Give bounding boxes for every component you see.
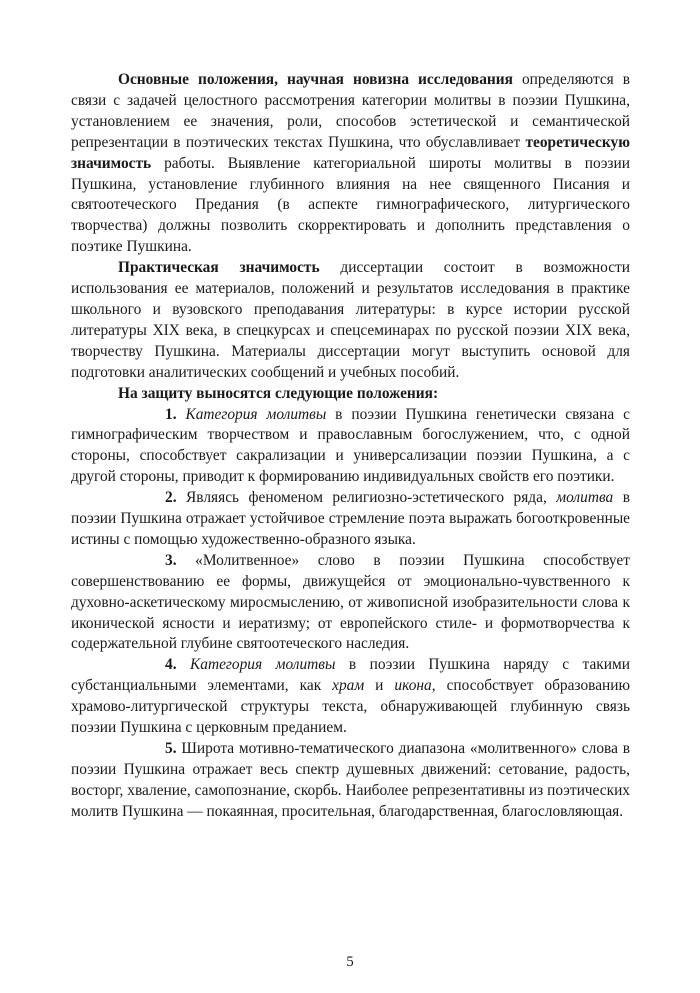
italic-term: Категория молитвы [190, 656, 336, 674]
thesis-number: 5. [165, 740, 177, 757]
italic-term: молитва [556, 489, 614, 507]
text-span: в поэзии Пушкина генетически связана с гимнографическим творчеством и православным богослужением, что, с одной стороны, способствует сакрализации и универсализации поэзии Пушкина, а с другой стороны, приводит к формированию индивидуальных свойств его поэтики. [71, 405, 630, 486]
italic-term: храм [332, 677, 365, 695]
text-span: работы. Выявление категориальной широты молитвы в поэзии Пушкина, установление глубинного влияния на нее священного Писания и святоотеческого Предания (в аспекте гимнографического, литургического творчества) должны позволить скорректировать и дополнить представления о поэтике Пушкина. [71, 154, 630, 256]
thesis-item-2 [71, 488, 630, 551]
body-text [71, 70, 630, 823]
paragraph-practical [71, 258, 630, 383]
text-span: диссертации состоит в возможности использования ее материалов, положений и результатов исследования в практике школьного и вузовского преподавания литературы: в курсе истории русской литературы XIX века, в спецкурсах и спецсеминарах по русской поэзии XIX века, творчеству Пушкина. Материалы диссертации могут выступить основой для подготовки аналитических сообщений и учебных пособий. [71, 259, 630, 381]
bold-lead-practical: Практическая значимость [118, 259, 320, 277]
italic-term: икона [394, 677, 432, 695]
thesis-item-1 [71, 405, 630, 489]
text-span: и [364, 677, 395, 695]
bold-lead-novelty: Основные положения, научная новизна исследования [118, 71, 513, 88]
paragraph-novelty [71, 70, 630, 258]
text-span: определяются в связи с задачей целостного рассмотрения категории молитвы в поэзии Пушкина, установлением ее значения, роли, способов эстетической и семантической репрезентации в поэтических текстах Пушкина, что обуславливает [71, 71, 630, 151]
page-number: 5 [346, 954, 354, 970]
thesis-item-4 [71, 655, 630, 739]
bold-theoretical-significance: теоретическую значимость [71, 133, 630, 172]
paragraph-defense-heading [71, 384, 630, 405]
text-span: , способствует образованию храмово-литургической структуры текста, обнаруживающей глубинную связь поэзии Пушкина с церковным преданием. [71, 677, 631, 737]
thesis-number: 3. [165, 551, 177, 569]
text-span: в поэзии Пушкина отражает устойчивое стремление поэта выражать богооткровенные истины с помощью художественно-образного языка. [71, 489, 630, 548]
thesis-number: 1. [165, 405, 177, 423]
bold-lead-defense: На защиту выносятся следующие положения: [118, 384, 439, 402]
text-span: в поэзии Пушкина наряду с такими субстанциальными элементами, как [71, 656, 630, 695]
thesis-item-5 [71, 739, 630, 823]
italic-term: Категория молитвы [185, 405, 327, 423]
text-span: «Молитвенное» слово в поэзии Пушкина способствует совершенствованию ее формы, движущейся от эмоционально-чувственного к духовно-аскетическому миросмыслению, от живописной изобразительности слова к иконической ясности и иератизму; от европейского стиле- и формотворчества к содержательной глубине святоотеческого наследия. [71, 551, 630, 653]
thesis-item-3 [71, 551, 630, 656]
thesis-number: 2. [165, 489, 177, 507]
thesis-number: 4. [165, 656, 177, 674]
text-span: Являясь феноменом религиозно-эстетического ряда, [186, 489, 557, 507]
text-span: Широта мотивно-тематического диапазона «молитвенного» слова в поэзии Пушкина отражает весь спектр душевных движений: сетование, радость, восторг, хваление, самопознание, скорбь. Наиболее репрезентативны из поэтических молитв Пушкина — покаянная, просительная, благодарственная, благословляющая. [71, 740, 630, 820]
